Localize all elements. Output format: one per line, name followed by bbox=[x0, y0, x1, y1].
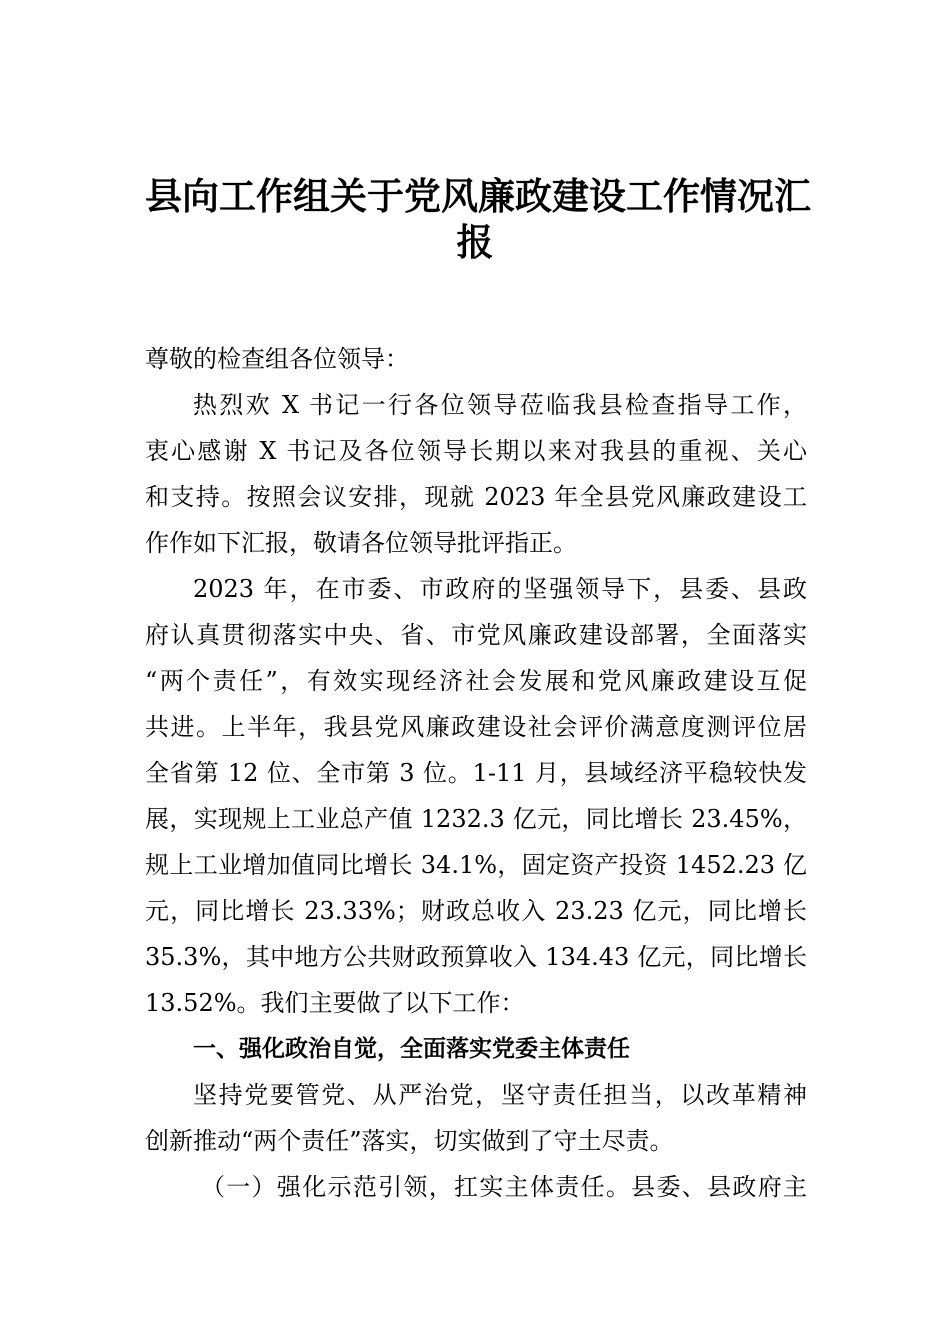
paragraph-2-line-9: 35.3%，其中地方公共财政预算收入 134.43 亿元，同比增长 bbox=[145, 943, 807, 971]
document-body bbox=[145, 336, 807, 1210]
document-title-line-1: 县向工作组关于党风廉政建设工作情况汇 bbox=[145, 174, 811, 218]
section-heading-1: 一、强化政治自觉，全面落实党委主体责任 bbox=[193, 1036, 630, 1062]
paragraph-2-line-2: 府认真贯彻落实中央、省、市党风廉政建设部署，全面落实 bbox=[145, 621, 807, 649]
paragraph-2-line-5: 全省第 12 位、全市第 3 位。1-11 月，县域经济平稳较快发 bbox=[145, 759, 807, 787]
paragraph-2-line-10: 13.52%。我们主要做了以下工作： bbox=[145, 989, 525, 1017]
paragraph-2-line-8: 元，同比增长 23.33%；财政总收入 23.23 亿元，同比增长 bbox=[145, 897, 807, 925]
paragraph-2-line-4: 共进。上半年，我县党风廉政建设社会评价满意度测评位居 bbox=[145, 713, 807, 741]
paragraph-3-line-2: 创新推动“两个责任”落实，切实做到了守土尽责。 bbox=[145, 1127, 674, 1155]
paragraph-1-line-3: 和支持。按照会议安排，现就 2023 年全县党风廉政建设工 bbox=[145, 483, 807, 511]
paragraph-4-line-1: （一）强化示范引领，扛实主体责任。县委、县政府主 bbox=[201, 1173, 807, 1201]
paragraph-3-line-1: 坚持党要管党、从严治党，坚守责任担当，以改革精神 bbox=[193, 1081, 807, 1109]
paragraph-1-line-2: 衷心感谢 X 书记及各位领导长期以来对我县的重视、关心 bbox=[145, 437, 807, 465]
salutation: 尊敬的检查组各位领导： bbox=[145, 345, 409, 373]
paragraph-2-line-1: 2023 年，在市委、市政府的坚强领导下，县委、县政 bbox=[193, 575, 807, 603]
document-title-line-2: 报 bbox=[456, 220, 494, 264]
paragraph-1-line-4: 作作如下汇报，敬请各位领导批评指正。 bbox=[145, 529, 577, 557]
paragraph-2-line-3: “两个责任”，有效实现经济社会发展和党风廉政建设互促 bbox=[145, 667, 807, 695]
paragraph-1-line-1: 热烈欢 X 书记一行各位领导莅临我县检查指导工作， bbox=[193, 391, 807, 419]
paragraph-2-line-7: 规上工业增加值同比增长 34.1%，固定资产投资 1452.23 亿 bbox=[145, 851, 807, 879]
paragraph-2-line-6: 展，实现规上工业总产值 1232.3 亿元，同比增长 23.45%， bbox=[145, 805, 807, 833]
